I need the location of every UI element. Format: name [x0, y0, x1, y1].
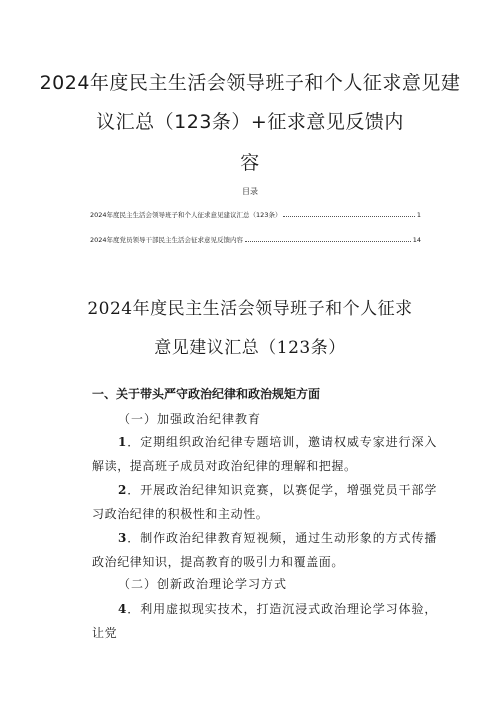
- list-item: [92, 478, 437, 526]
- list-item-text: ．定期组织政治纪律专题培训，邀请权威专家进行深入解读，提高班子成员对政治纪律的理解和把握。: [92, 435, 437, 473]
- toc-entry-page: 14: [412, 236, 421, 244]
- list-item-number: 2: [118, 483, 127, 497]
- list-item: [92, 430, 437, 478]
- list-item: [92, 526, 437, 574]
- toc-entry[interactable]: [90, 235, 421, 244]
- subheading-1: （一）加强政治纪律教育: [118, 412, 262, 426]
- toc-entry[interactable]: [90, 210, 421, 219]
- list-item-number: 3: [118, 531, 127, 545]
- document-title-line-1: 2024年度民主生活会领导班子和个人征求意见建: [39, 72, 461, 94]
- toc-entry-text: 2024年度党员领导干部民主生活会征求意见反馈内容: [90, 236, 244, 244]
- subheading-2: （二）创新政治理论学习方式: [118, 577, 288, 591]
- toc-entry-page: 1: [416, 211, 421, 219]
- list-item-text: ．制作政治纪律教育短视频，通过生动形象的方式传播政治纪律知识，提高教育的吸引力和覆盖面。: [92, 531, 437, 569]
- list-item-text: ．利用虚拟现实技术，打造沉浸式政治理论学习体验，让党: [92, 602, 437, 640]
- list-item: [92, 597, 437, 645]
- heading-level-1: 一、关于带头严守政治纪律和政治规矩方面: [92, 387, 321, 401]
- document-title-line-2: 议汇总（123条）+征求意见反馈内: [96, 111, 404, 133]
- section-title-line-2: 意见建议汇总（123条）: [154, 338, 346, 358]
- toc-leader-dots: [283, 215, 414, 217]
- document-title-line-3: 容: [240, 152, 260, 174]
- list-item-number: 4: [118, 602, 127, 616]
- list-item-number: 1: [118, 435, 127, 449]
- section-title-line-1: 2024年度民主生活会领导班子和个人征求: [87, 299, 413, 319]
- toc-heading: 目录: [242, 187, 258, 196]
- list-item-text: ．开展政治纪律知识竞赛，以赛促学，增强党员干部学习政治纪律的积极性和主动性。: [92, 483, 437, 521]
- toc-leader-dots: [245, 240, 411, 242]
- toc-entry-text: 2024年度民主生活会领导班子和个人征求意见建议汇总（123条）: [90, 211, 282, 219]
